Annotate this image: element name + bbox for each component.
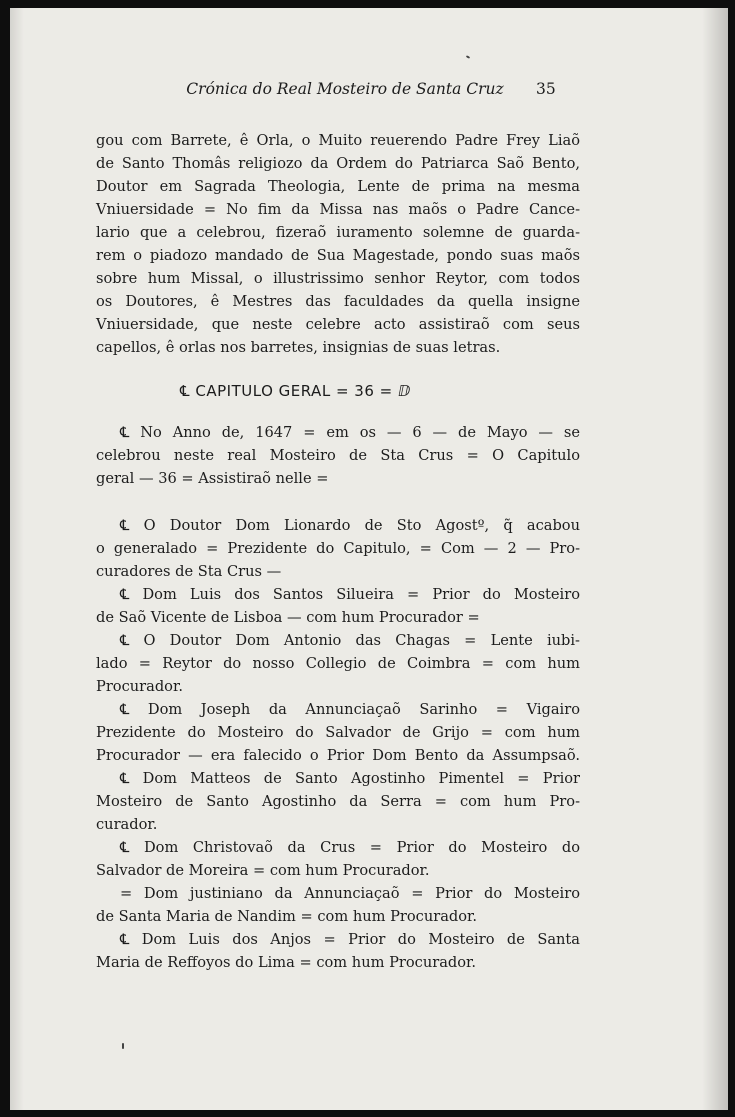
body-line: ℄ O Doutor Dom Antonio das Chagas = Lente iubi-	[120, 632, 580, 649]
body-line: ℄ O Doutor Dom Lionardo de Sto Agostº, q̃ acabou	[120, 517, 580, 534]
body-line: Maria de Reffoyos do Lima = com hum Procurador.	[96, 954, 477, 971]
body-line: celebrou neste real Mosteiro de Sta Crus = O Capitulo	[96, 447, 580, 464]
scanned-page	[10, 8, 728, 1110]
body-line: de Santo Thomâs religiozo da Ordem do Patriarca Saõ Bento,	[96, 155, 580, 172]
page-number: 35	[536, 80, 556, 98]
body-line: ℄ Dom Christovaõ da Crus = Prior do Mosteiro do	[120, 839, 580, 856]
body-line: capellos, ê orlas nos barretes, insignias de suas letras.	[96, 339, 501, 356]
page-edge-shadow-right	[702, 8, 728, 1110]
body-line: Procurador — era falecido o Prior Dom Bento da Assumpsaõ.	[96, 747, 580, 764]
body-line: Vniuersidade, que neste celebre acto assistiraõ com seus	[96, 316, 580, 333]
body-line: Procurador.	[96, 678, 183, 695]
body-line: o generalado = Prezidente do Capitulo, = Com — 2 — Pro-	[96, 540, 580, 557]
running-header-title: Crónica do Real Mosteiro de Santa Cruz	[186, 80, 504, 98]
body-line: ℄ Dom Luis dos Santos Silueira = Prior do Mosteiro	[120, 586, 580, 603]
body-line: ℄ No Anno de, 1647 = em os — 6 — de Mayo — se	[120, 424, 580, 441]
body-line: sobre hum Missal, o illustrissimo senhor Reytor, com todos	[96, 270, 580, 287]
body-line: rem o piadozo mandado de Sua Magestade, pondo suas maõs	[96, 247, 580, 264]
body-line: de Santa Maria de Nandim = com hum Procurador.	[96, 908, 478, 925]
body-line: Prezidente do Mosteiro do Salvador de Grijo = com hum	[96, 724, 580, 741]
scan-speck	[122, 1043, 124, 1049]
scan-speck	[466, 55, 470, 59]
page-edge-shadow-left	[10, 8, 24, 1110]
body-line: curador.	[96, 816, 158, 833]
body-line: geral — 36 = Assistiraõ nelle =	[96, 470, 329, 487]
body-line: = Dom justiniano da Annunciaçaõ = Prior do Mosteiro	[120, 885, 580, 902]
body-line: Doutor em Sagrada Theologia, Lente de prima na mesma	[96, 178, 580, 195]
body-line: os Doutores, ê Mestres das faculdades da quella insigne	[96, 293, 580, 310]
body-line: Salvador de Moreira = com hum Procurador.	[96, 862, 430, 879]
body-line: ℄ Dom Joseph da Annunciaçaõ Sarinho = Vigairo	[120, 701, 580, 718]
body-line: ℄ Dom Luis dos Anjos = Prior do Mosteiro de Santa	[120, 931, 580, 948]
body-line: Vniuersidade = No fim da Missa nas maõs o Padre Cance-	[96, 201, 580, 218]
body-line: lado = Reytor do nosso Collegio de Coimbra = com hum	[96, 655, 580, 672]
body-line: lario que a celebrou, fizeraõ iuramento solemne de guarda-	[96, 224, 580, 241]
chapter-heading: ℄ CAPITULO GERAL = 36 = ⅅ	[180, 382, 411, 400]
body-line: Mosteiro de Santo Agostinho da Serra = com hum Pro-	[96, 793, 580, 810]
body-line: curadores de Sta Crus —	[96, 563, 282, 580]
body-line: de Saõ Vicente de Lisboa — com hum Procurador =	[96, 609, 480, 626]
body-line: gou com Barrete, ê Orla, o Muito reuerendo Padre Frey Liaõ	[96, 132, 580, 149]
body-line: ℄ Dom Matteos de Santo Agostinho Pimentel = Prior	[120, 770, 580, 787]
